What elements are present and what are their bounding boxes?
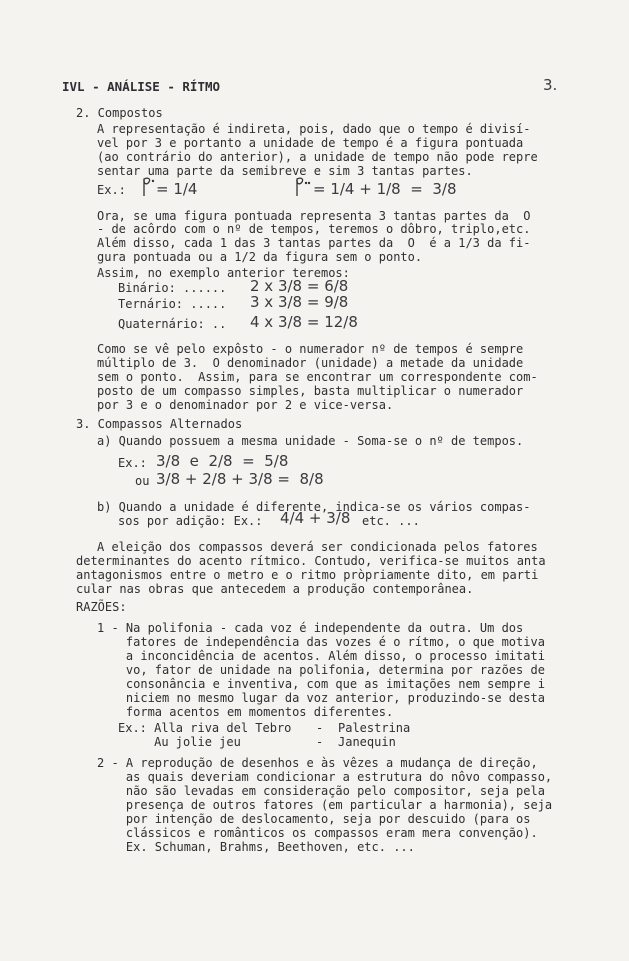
text-line: a inconcidência de acentos. Além disso, o processo imitati [97,649,545,663]
text-line: determinantes do acento rítmico. Contudo, verifica-se muitos anta [76,554,546,568]
meter-label: Binário: ...... [118,281,227,295]
meter-label: Quaternário: .. [118,317,227,331]
text-line: sos por adição: Ex.: [118,514,263,528]
text-line: fatores de independência das vozes é o rítmo, o que motiva [97,635,545,649]
text-line: Como se vê pelo expôsto - o numerador nº de tempos é sempre [97,342,524,356]
text-line: sentar uma parte da semibreve e sim 3 tantas partes. [97,164,473,178]
section-heading-compassos-alternados: 3. Compassos Alternados [76,417,243,431]
text-line: Ora, se uma figura pontuada representa 3 tantas partes da O [97,209,531,223]
text-line: a) Quando possuem a mesma unidade - Soma-se o nº de tempos. [97,434,524,448]
text-line: por 3 e o denominador por 2 e vice-versa. [97,398,394,412]
example-value-a: = 1/4 [156,180,198,198]
example-value-b: = 1/4 + 1/8 = 3/8 [313,180,457,198]
text-line: antagonismos entre o metro e o ritmo pròpriamente dito, em parti [76,568,539,582]
meter-expression: 4 x 3/8 = 12/8 [250,313,358,331]
text-line: b) Quando a unidade é diferente, indica-se os vários compas- [97,500,531,514]
example-work: Au jolie jeu [118,735,241,749]
document-title: IVL - ANÁLISE - RÍTMO [62,79,221,94]
text-line: Ex. Schuman, Brahms, Beethoven, etc. ... [97,840,415,854]
example-label: Ex.: [97,183,126,197]
text-line: - de acôrdo com o nº de tempos, teremos o dôbro, triplo,etc. [97,222,531,236]
text-line: (ao contrário do anterior), a unidade de tempo não pode repre [97,150,538,164]
section-heading-razoes: RAZÕES: [76,600,127,614]
example-dash: - [316,735,324,749]
example-label: Ex.: [118,456,147,470]
text-line: as quais deveriam condicionar a estrutura do nôvo compasso, [97,770,553,784]
section-heading-compostos: 2. Compostos [76,106,163,120]
text-line: A eleição dos compassos deverá ser condicionada pelos fatores [97,540,538,554]
text-line: não são levadas em consideração pelo compositor, seja pela [97,784,545,798]
text-line: A representação é indireta, pois, dado que o tempo é divisí- [97,122,531,136]
example-dash: - [316,721,324,735]
text-line: niciem no mesmo lugar da voz anterior, produzindo-se desta [97,691,545,705]
text-line: múltiplo de 3. O denominador (unidade) a metade da unidade [97,356,524,370]
text-line: clássicos e românticos os compassos eram mera convenção). [97,826,538,840]
text-line: cular nas obras que antecedem a produção contemporânea. [76,582,474,596]
text-line: etc. ... [362,514,420,528]
text-line: vo, fator de unidade na polifonia, determina por razões de [97,663,545,677]
text-line: posto de um compasso simples, basta multiplicar o numerador [97,384,524,398]
example-composer: Palestrina [338,721,411,735]
page-number: 3. [543,76,558,94]
meter-label: Ternário: ..... [118,297,227,311]
meter-expression: 2 x 3/8 = 6/8 [250,277,349,295]
example-composer: Janequin [338,735,396,749]
text-line: sem o ponto. Assim, para se encontrar um correspondente com- [97,370,538,384]
text-line: por intenção de deslocamento, seja por descuido (para os [97,812,531,826]
example-or: ou [135,474,150,488]
dotted-note-icon [293,176,313,198]
text-line: forma acentos em momentos diferentes. [97,705,394,719]
example-sum-2: 3/8 + 2/8 + 3/8 = 8/8 [156,470,324,488]
example-sum-3: 4/4 + 3/8 [280,509,351,527]
text-line: 1 - Na polifonia - cada voz é independente da outra. Um dos [97,621,524,635]
meter-expression: 3 x 3/8 = 9/8 [250,293,349,311]
text-line: presença de outros fatores (em particular a harmonia), seja [97,798,553,812]
text-line: 2 - A reprodução de desenhos e às vêzes a mudança de direção, [97,756,538,770]
text-line: Além disso, cada 1 das 3 tantas partes da O é a 1/3 da fi- [97,236,531,250]
text-line: gura pontuada ou a 1/2 da figura sem o ponto. [97,250,423,264]
example-work: Ex.: Alla riva del Tebro [118,721,292,735]
example-sum-1: 3/8 e 2/8 = 5/8 [156,452,289,470]
text-line: consonância e inventiva, com que as imitações nem sempre i [97,677,545,691]
text-line: Assim, no exemplo anterior teremos: [97,266,350,280]
text-line: vel por 3 e portanto a unidade de tempo é a figura pontuada [97,136,524,150]
